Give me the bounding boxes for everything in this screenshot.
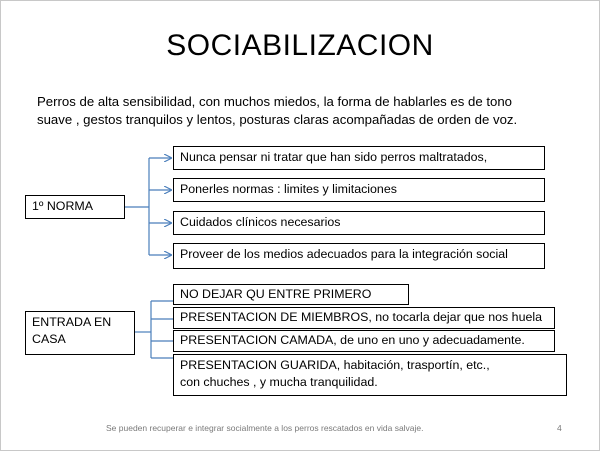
entrada-item-3-text: PRESENTACION CAMADA, de uno en uno y adecuadamente. [180,333,525,347]
intro-line-2: suave , gestos tranquilos y lentos, posturas claras acompañadas de orden de voz. [37,112,518,127]
entrada-label-box [25,311,135,355]
entrada-item-1 [173,284,409,305]
norma-item-4 [173,243,545,269]
footer-note: Se pueden recuperar e integrar socialmente a los perros rescatados en vida salvaje. [106,423,424,433]
page-number: 4 [557,423,562,433]
entrada-item-2 [173,307,555,329]
norma-item-4-text: Proveer de los medios adecuados para la integración social [180,247,508,261]
entrada-label-line-2: CASA [32,332,66,346]
entrada-item-4 [173,354,567,396]
norma-item-3 [173,211,545,235]
entrada-item-1-text: NO DEJAR QU ENTRE PRIMERO [180,287,372,301]
entrada-item-2-text: PRESENTACION DE MIEMBROS, no tocarla dejar que nos huela [180,310,542,324]
norma-item-3-text: Cuidados clínicos necesarios [180,215,341,229]
norma-label-box [25,195,125,219]
norma-item-2 [173,178,545,202]
norma-item-1 [173,146,545,170]
norma-item-1-text: Nunca pensar ni tratar que han sido perros maltratados, [180,150,488,164]
slide-title: SOCIABILIZACION [166,29,434,62]
entrada-label-line-1: ENTRADA EN [32,315,112,329]
norma-label: 1º NORMA [32,199,93,213]
entrada-item-3 [173,330,555,352]
norma-item-2-text: Ponerles normas : limites y limitaciones [180,182,397,196]
entrada-item-4-text: PRESENTACION GUARIDA, habitación, trasportín, etc., con chuches , y mucha tranquilidad. [180,358,490,389]
intro-line-1: Perros de alta sensibilidad, con muchos miedos, la forma de hablarles es de tono [37,94,513,109]
